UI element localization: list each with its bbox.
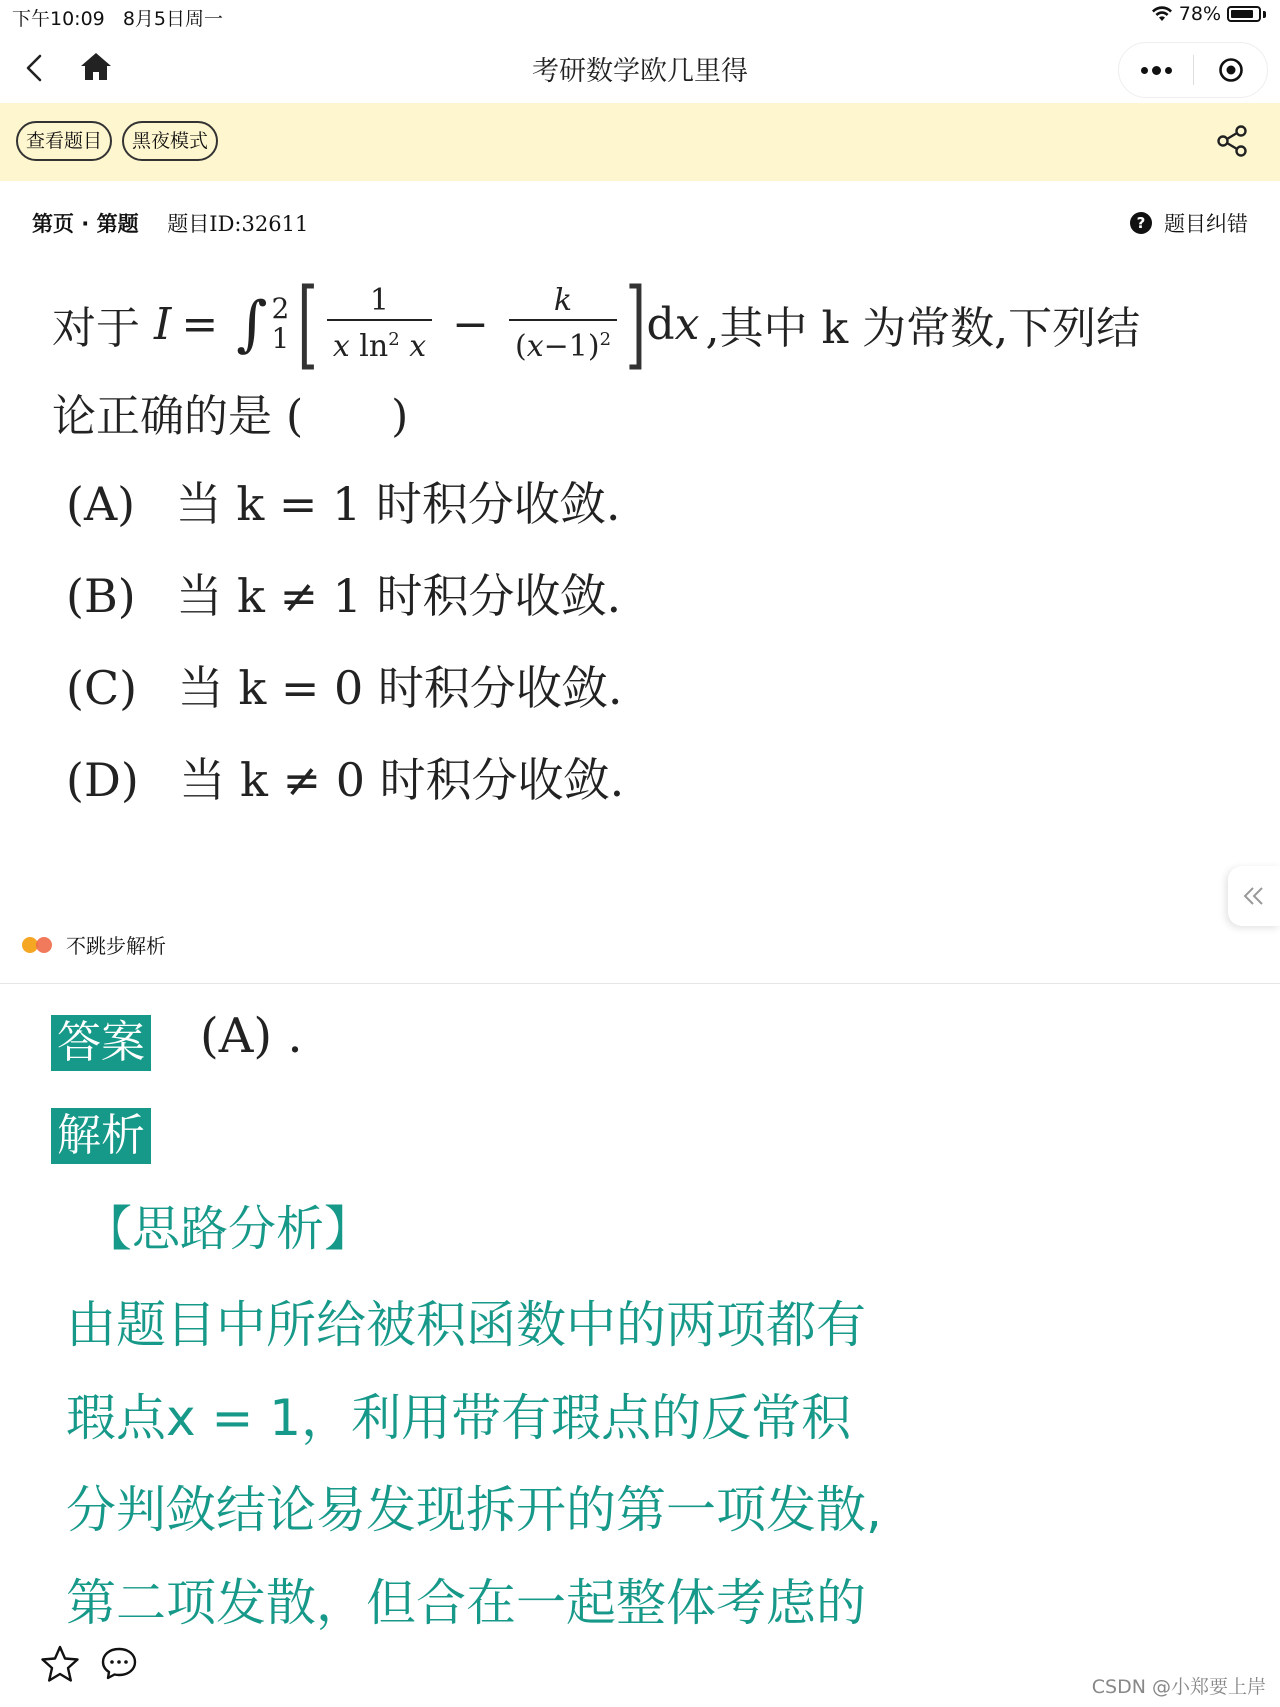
option-a	[52, 458, 1252, 550]
page-title: 考研数学欧几里得	[532, 56, 748, 87]
second-fraction-denominator: $(x-1)^2$	[514, 328, 612, 364]
problem-prefix: 对于	[52, 303, 140, 354]
option-d	[52, 734, 1252, 826]
option-label: (C)	[66, 661, 138, 715]
integral-sign: ∫	[236, 289, 268, 359]
option-text: 当 k = 1 时积分收敛.	[175, 477, 621, 531]
status-time	[12, 4, 223, 31]
option-text: 当 k ≠ 1 时积分收敛.	[176, 569, 622, 623]
share-icon[interactable]	[1214, 123, 1250, 159]
right-bracket: ]	[625, 268, 647, 380]
status-time-text: 下午10:09	[12, 8, 105, 30]
option-list	[52, 458, 1252, 826]
second-fraction	[509, 283, 617, 366]
differential: dx	[646, 298, 700, 350]
explanation-line: 分判敛结论易发现拆开的第一项发散,	[66, 1481, 882, 1539]
equals-sign: =	[181, 298, 219, 350]
problem-line-2: 论正确的是 ( )	[52, 391, 409, 442]
analysis-dots-icon	[22, 936, 56, 954]
status-bar	[0, 0, 1280, 34]
first-fraction-numerator: 1	[369, 282, 389, 318]
view-question-button[interactable]: 查看题目	[16, 121, 112, 161]
first-fraction-denominator: x $\ln^2 x$	[332, 328, 427, 364]
option-text: 当 k ≠ 0 时积分收敛.	[179, 753, 625, 807]
option-label: (B)	[66, 569, 136, 623]
explanation-line: 由题目中所给被积函数中的两项都有	[66, 1296, 866, 1354]
section-title: 【思路分析】	[84, 1201, 373, 1257]
report-error-button[interactable]	[1130, 208, 1248, 238]
report-error-label: 题目纠错	[1164, 212, 1248, 236]
comment-icon[interactable]	[100, 1645, 138, 1681]
minus-sign: −	[452, 298, 489, 350]
analysis-header	[22, 930, 166, 959]
status-date-text: 8月5日周一	[122, 8, 223, 30]
collapse-icon	[1242, 885, 1266, 907]
battery-percent: 78%	[1178, 3, 1221, 25]
wifi-icon	[1151, 5, 1173, 23]
battery-tip	[1263, 11, 1266, 18]
first-fraction	[327, 283, 432, 366]
home-icon[interactable]	[78, 49, 114, 85]
integral-limits	[272, 294, 290, 354]
integral-upper-limit: 2	[271, 292, 290, 325]
explanation-line: 第二项发散，但合在一起整体考虑的	[66, 1574, 866, 1632]
back-icon[interactable]	[20, 48, 50, 88]
problem-statement	[52, 268, 1252, 826]
explanation-tag: 解析	[51, 1108, 151, 1164]
left-bracket: [	[297, 268, 319, 380]
status-indicators	[1151, 3, 1266, 25]
question-id: 题目ID:32611	[167, 212, 309, 236]
problem-suffix: ,其中 k 为常数,下列结	[705, 303, 1141, 354]
option-text: 当 k = 0 时积分收敛.	[177, 661, 623, 715]
answer-tag: 答案	[51, 1015, 151, 1071]
close-mini-program-icon[interactable]	[1194, 43, 1267, 97]
dark-mode-button[interactable]: 黑夜模式	[122, 121, 218, 161]
answer-value: (A) .	[200, 1008, 303, 1064]
second-fraction-numerator: k	[553, 282, 573, 318]
more-icon[interactable]	[1119, 43, 1193, 97]
problem-line-1	[52, 268, 1252, 380]
integral-variable: I	[154, 298, 172, 350]
option-label: (A)	[66, 477, 136, 531]
question-meta	[32, 208, 308, 238]
side-panel-handle[interactable]	[1228, 866, 1280, 926]
star-icon[interactable]	[40, 1644, 80, 1684]
option-b	[52, 550, 1252, 642]
watermark: CSDN @小郑要上岸	[1091, 1676, 1266, 1698]
section-divider	[0, 983, 1280, 984]
analysis-header-label: 不跳步解析	[66, 934, 166, 958]
question-icon: ?	[1130, 212, 1152, 234]
question-position: 第页 · 第题	[32, 212, 139, 236]
explanation-line: 瑕点x = 1，利用带有瑕点的反常积	[66, 1389, 852, 1447]
mini-program-capsule	[1118, 42, 1268, 98]
integral-lower-limit: 1	[271, 322, 290, 355]
option-label: (D)	[66, 753, 139, 807]
option-c	[52, 642, 1252, 734]
toolbar	[0, 103, 1280, 181]
battery-icon	[1227, 6, 1261, 22]
nav-bar	[0, 36, 1280, 104]
